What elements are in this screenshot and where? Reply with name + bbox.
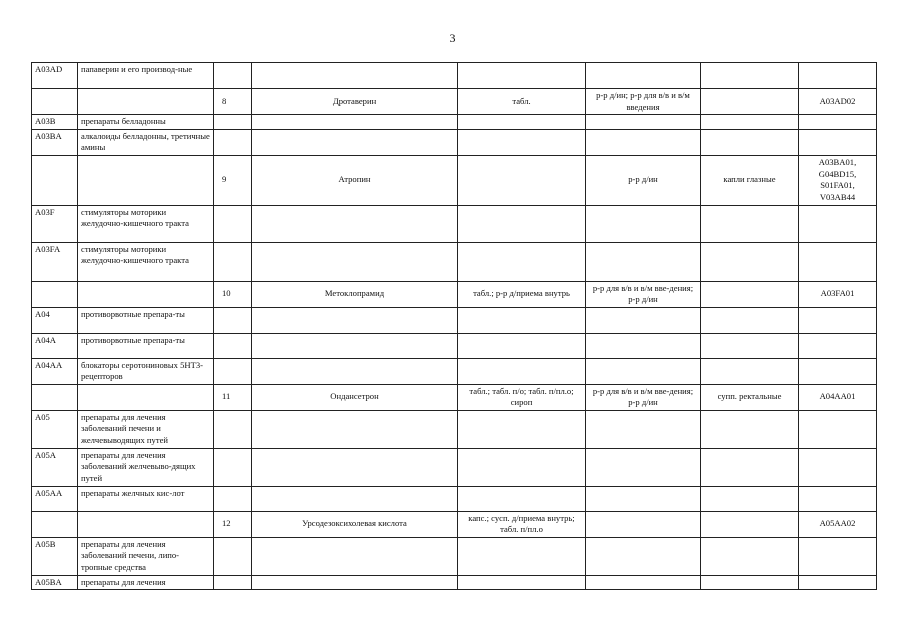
cell-code: A04A bbox=[32, 333, 78, 358]
cell-form2 bbox=[586, 242, 701, 281]
cell-name bbox=[252, 307, 458, 333]
cell-atc bbox=[799, 129, 877, 155]
cell-name bbox=[252, 115, 458, 130]
cell-name bbox=[252, 486, 458, 511]
table-row bbox=[32, 63, 877, 89]
cell-num bbox=[214, 115, 252, 130]
cell-form1 bbox=[458, 333, 586, 358]
cell-atc bbox=[799, 575, 877, 590]
cell-form2 bbox=[586, 575, 701, 590]
cell-form3 bbox=[701, 63, 799, 89]
cell-group: алкалоиды белладонны, третичные амины bbox=[78, 129, 214, 155]
cell-num: 8 bbox=[214, 89, 252, 115]
cell-form1: табл.; р-р д/приема внутрь bbox=[458, 281, 586, 307]
cell-code: A04AA bbox=[32, 358, 78, 384]
cell-num bbox=[214, 448, 252, 486]
cell-group bbox=[78, 384, 214, 410]
table-row bbox=[32, 281, 877, 307]
cell-code: A03AD bbox=[32, 63, 78, 89]
cell-name: Метоклопрамид bbox=[252, 281, 458, 307]
cell-form2: р-р для в/в и в/м вве-дения; р-р д/ин bbox=[586, 281, 701, 307]
cell-name: Ондансетрон bbox=[252, 384, 458, 410]
cell-group: препараты для лечения заболеваний печени и желчевыводящих путей bbox=[78, 410, 214, 448]
cell-group: блокаторы серотониновых 5HT3-рецепторов bbox=[78, 358, 214, 384]
table-row bbox=[32, 129, 877, 155]
cell-form2 bbox=[586, 333, 701, 358]
cell-group: стимуляторы моторики желудочно-кишечного тракта bbox=[78, 242, 214, 281]
cell-num bbox=[214, 575, 252, 590]
cell-code: A04 bbox=[32, 307, 78, 333]
cell-form1 bbox=[458, 575, 586, 590]
cell-form2: р-р для в/в и в/м вве-дения; р-р д/ин bbox=[586, 384, 701, 410]
cell-form3 bbox=[701, 281, 799, 307]
cell-form2 bbox=[586, 511, 701, 537]
cell-form1 bbox=[458, 307, 586, 333]
cell-code bbox=[32, 281, 78, 307]
cell-code: A03FA bbox=[32, 242, 78, 281]
cell-atc bbox=[799, 410, 877, 448]
cell-atc bbox=[799, 242, 877, 281]
cell-form3 bbox=[701, 242, 799, 281]
cell-form3 bbox=[701, 486, 799, 511]
cell-form2 bbox=[586, 410, 701, 448]
cell-atc: A05AA02 bbox=[799, 511, 877, 537]
cell-group: препараты для лечения bbox=[78, 575, 214, 590]
cell-atc bbox=[799, 115, 877, 130]
cell-form1: капс.; сусп. д/приема внутрь; табл. п/пл.о bbox=[458, 511, 586, 537]
cell-atc bbox=[799, 63, 877, 89]
cell-form1 bbox=[458, 537, 586, 575]
cell-num bbox=[214, 129, 252, 155]
cell-name bbox=[252, 575, 458, 590]
cell-atc bbox=[799, 307, 877, 333]
drug-table bbox=[31, 62, 877, 590]
table-row bbox=[32, 448, 877, 486]
cell-atc: A03BA01, G04BD15, S01FA01, V03AB44 bbox=[799, 155, 877, 205]
cell-form3 bbox=[701, 115, 799, 130]
cell-code: A05AA bbox=[32, 486, 78, 511]
cell-num bbox=[214, 358, 252, 384]
cell-form3: капли глазные bbox=[701, 155, 799, 205]
cell-name bbox=[252, 333, 458, 358]
cell-form2 bbox=[586, 63, 701, 89]
cell-group bbox=[78, 281, 214, 307]
cell-group: препараты желчных кис-лот bbox=[78, 486, 214, 511]
cell-form2 bbox=[586, 448, 701, 486]
cell-form1 bbox=[458, 410, 586, 448]
cell-num: 11 bbox=[214, 384, 252, 410]
cell-form2: р-р д/ин bbox=[586, 155, 701, 205]
cell-form2 bbox=[586, 358, 701, 384]
cell-form1 bbox=[458, 448, 586, 486]
cell-code: A05 bbox=[32, 410, 78, 448]
cell-num: 10 bbox=[214, 281, 252, 307]
cell-form3 bbox=[701, 511, 799, 537]
cell-atc bbox=[799, 486, 877, 511]
cell-form1 bbox=[458, 242, 586, 281]
cell-form1 bbox=[458, 155, 586, 205]
cell-form3 bbox=[701, 89, 799, 115]
cell-name bbox=[252, 63, 458, 89]
cell-form3: супп. ректальные bbox=[701, 384, 799, 410]
cell-atc bbox=[799, 448, 877, 486]
cell-name bbox=[252, 242, 458, 281]
cell-name: Урсодезоксихолевая кислота bbox=[252, 511, 458, 537]
table-row bbox=[32, 205, 877, 242]
cell-form1 bbox=[458, 129, 586, 155]
cell-group: папаверин и его производ-ные bbox=[78, 63, 214, 89]
cell-name bbox=[252, 448, 458, 486]
cell-form3 bbox=[701, 333, 799, 358]
table-row bbox=[32, 511, 877, 537]
cell-name bbox=[252, 358, 458, 384]
table-row bbox=[32, 155, 877, 205]
cell-form2 bbox=[586, 205, 701, 242]
cell-num bbox=[214, 537, 252, 575]
table-row bbox=[32, 537, 877, 575]
cell-code: A05A bbox=[32, 448, 78, 486]
cell-form3 bbox=[701, 129, 799, 155]
cell-name bbox=[252, 129, 458, 155]
cell-code bbox=[32, 89, 78, 115]
table-row bbox=[32, 384, 877, 410]
cell-form1 bbox=[458, 358, 586, 384]
cell-atc: A03FA01 bbox=[799, 281, 877, 307]
cell-num bbox=[214, 63, 252, 89]
cell-form3 bbox=[701, 358, 799, 384]
cell-code: A05BA bbox=[32, 575, 78, 590]
cell-atc bbox=[799, 205, 877, 242]
cell-form1 bbox=[458, 63, 586, 89]
cell-form1 bbox=[458, 115, 586, 130]
cell-num bbox=[214, 307, 252, 333]
cell-code bbox=[32, 155, 78, 205]
cell-group: препараты для лечения заболеваний печени, липо-тропные средства bbox=[78, 537, 214, 575]
cell-num bbox=[214, 205, 252, 242]
cell-group bbox=[78, 155, 214, 205]
cell-form2 bbox=[586, 537, 701, 575]
cell-num bbox=[214, 242, 252, 281]
cell-code: A03F bbox=[32, 205, 78, 242]
cell-form2: р-р д/ин; р-р для в/в и в/м введения bbox=[586, 89, 701, 115]
cell-name bbox=[252, 537, 458, 575]
cell-num: 9 bbox=[214, 155, 252, 205]
cell-group: противорвотные препара-ты bbox=[78, 307, 214, 333]
cell-name bbox=[252, 410, 458, 448]
table-row bbox=[32, 410, 877, 448]
table-row bbox=[32, 307, 877, 333]
cell-group: препараты для лечения заболеваний желчевыво-дящих путей bbox=[78, 448, 214, 486]
cell-form3 bbox=[701, 307, 799, 333]
cell-code bbox=[32, 511, 78, 537]
cell-group: стимуляторы моторики желудочно-кишечного тракта bbox=[78, 205, 214, 242]
cell-atc bbox=[799, 358, 877, 384]
cell-num bbox=[214, 486, 252, 511]
table-row bbox=[32, 242, 877, 281]
cell-form3 bbox=[701, 205, 799, 242]
cell-form1 bbox=[458, 486, 586, 511]
cell-form2 bbox=[586, 115, 701, 130]
table-row bbox=[32, 115, 877, 130]
cell-form3 bbox=[701, 448, 799, 486]
cell-name bbox=[252, 205, 458, 242]
cell-atc: A03AD02 bbox=[799, 89, 877, 115]
cell-form1: табл. bbox=[458, 89, 586, 115]
cell-form2 bbox=[586, 129, 701, 155]
cell-atc bbox=[799, 537, 877, 575]
cell-num bbox=[214, 333, 252, 358]
cell-code: A05B bbox=[32, 537, 78, 575]
table-row bbox=[32, 575, 877, 590]
cell-group: противорвотные препара-ты bbox=[78, 333, 214, 358]
cell-group bbox=[78, 89, 214, 115]
cell-atc: A04AA01 bbox=[799, 384, 877, 410]
cell-name: Атропин bbox=[252, 155, 458, 205]
cell-code: A03BA bbox=[32, 129, 78, 155]
table-row bbox=[32, 333, 877, 358]
cell-form3 bbox=[701, 537, 799, 575]
table-row bbox=[32, 89, 877, 115]
table-row bbox=[32, 486, 877, 511]
cell-group: препараты белладонны bbox=[78, 115, 214, 130]
cell-form2 bbox=[586, 486, 701, 511]
cell-num bbox=[214, 410, 252, 448]
cell-form3 bbox=[701, 410, 799, 448]
cell-name: Дротаверин bbox=[252, 89, 458, 115]
cell-num: 12 bbox=[214, 511, 252, 537]
cell-form3 bbox=[701, 575, 799, 590]
cell-form1 bbox=[458, 205, 586, 242]
cell-code bbox=[32, 384, 78, 410]
cell-form2 bbox=[586, 307, 701, 333]
page-number: 3 bbox=[449, 31, 456, 45]
cell-atc bbox=[799, 333, 877, 358]
cell-code: A03B bbox=[32, 115, 78, 130]
cell-form1: табл.; табл. п/о; табл. п/пл.о; сироп bbox=[458, 384, 586, 410]
table-row bbox=[32, 358, 877, 384]
cell-group bbox=[78, 511, 214, 537]
